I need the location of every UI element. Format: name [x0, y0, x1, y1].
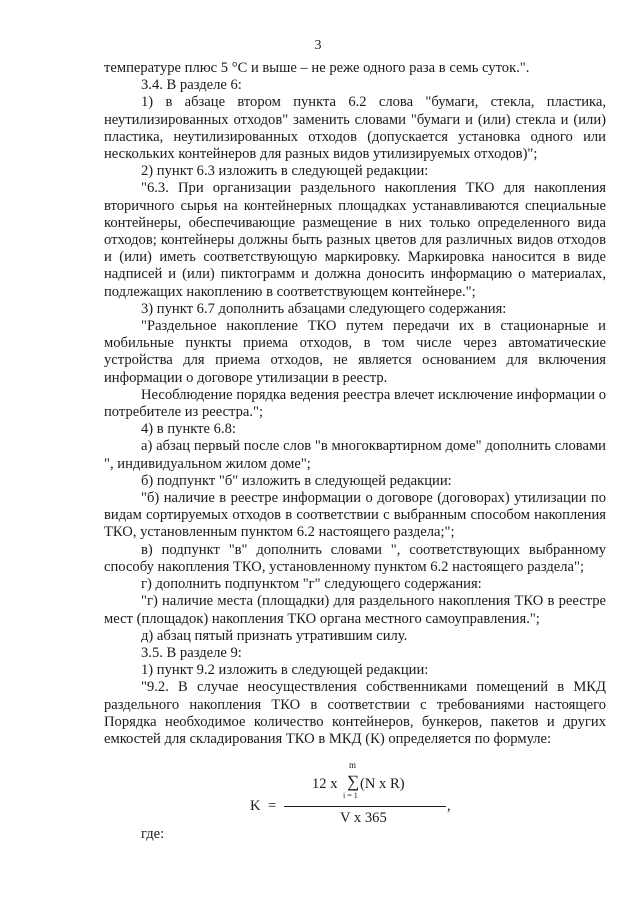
paragraph: 1) в абзаце втором пункта 6.2 слова "бумаги, стекла, пластика, неутилизированных отходов" заменить словами "бумаги и (или) стекла и (или) пластика, неутилизированных отходов (допускается установка одного или нескольких контейнеров для разных видов утилизируемых отходов)"; [104, 94, 606, 163]
paragraph: Несоблюдение порядка ведения реестра влечет исключение информации о потребителе из реестра."; [104, 386, 606, 421]
formula-numerator [0, 760, 636, 800]
formula-fraction-bar [284, 806, 446, 807]
paragraph: 4) в пункте 6.8: [141, 421, 236, 438]
formula-sum-upper-limit: m [349, 760, 357, 770]
formula-equals: = [268, 798, 277, 814]
page-number: 3 [314, 38, 322, 53]
paragraph: "9.2. В случае неосуществления собственниками помещений в МКД раздельного накопления ТКО в соответствии с требованиями настоящего Порядка необходимое количество контейнеров, бункеров, пакетов и других емкостей для складирования ТКО в МКД (К) определяется по формуле: [104, 679, 606, 747]
paragraph: 3.4. В разделе 6: [141, 77, 242, 94]
paragraph: "Раздельное накопление ТКО путем передачи их в стационарные и мобильные пункты приема отходов, в том числе через автоматические устройства для приема отходов, не является основанием для включения информации о договоре утилизации в реестр. [104, 318, 606, 386]
paragraph: 3) пункт 6.7 дополнить абзацами следующего содержания: [141, 300, 507, 317]
paragraph: б) подпункт "б" изложить в следующей редакции: [141, 472, 452, 489]
paragraph: 1) пункт 9.2 изложить в следующей редакции: [141, 662, 429, 679]
paragraph: "6.3. При организации раздельного накопления ТКО для накопления вторичного сырья на контейнерных площадках устанавливаются специальные контейнеры, обеспечивающие размещение в них только определенного вида отходов; контейнеры должны быть разных цветов для различных видов отходов и (или) иметь соответствующую маркировку. Маркировка наносится в виде надписей и (или) пиктограмм и должна доносить информацию о материалах, подлежащих накоплению в соответствующем контейнере."; [104, 180, 606, 300]
formula [0, 760, 636, 830]
paragraph: в) подпункт "в" дополнить словами ", соответствующих выбранному способу накопления ТКО, установленному пунктом 6.2 настоящего раздела"; [104, 541, 606, 575]
formula-sum-symbol: ∑ [347, 772, 360, 791]
paragraph: "г) наличие места (площадки) для раздельного накопления ТКО в реестре мест (площадок) накопления ТКО органа местного самоуправления."; [104, 593, 606, 627]
paragraph: 2) пункт 6.3 изложить в следующей редакции: [141, 163, 429, 180]
formula-numerator-prefix: 12 x [312, 776, 338, 792]
paragraph: 3.5. В разделе 9: [141, 644, 242, 661]
paragraph: д) абзац пятый признать утратившим силу. [141, 627, 408, 644]
paragraph: а) абзац первый после слов "в многоквартирном доме" дополнить словами ", индивидуальном жилом доме"; [104, 438, 606, 472]
paragraph: температуре плюс 5 °С и выше – не реже одного раза в семь суток.". [104, 60, 530, 76]
paragraph: г) дополнить подпунктом "г" следующего содержания: [141, 576, 482, 593]
paragraph: "б) наличие в реестре информации о договоре (договорах) утилизации по видам сортируемых отходов в соответствии с выбранным способом накопления ТКО, установленным пунктом 6.2 настоящего раздела;"; [104, 490, 606, 541]
formula-trailing-comma: , [447, 798, 451, 814]
formula-lhs: K [250, 798, 261, 814]
formula-denominator: V x 365 [340, 810, 387, 826]
where-label: где: [141, 826, 165, 842]
body-text [104, 60, 606, 748]
formula-sum-lower-limit: i = 1 [343, 791, 358, 800]
formula-numerator-body: (N x R) [360, 776, 405, 792]
